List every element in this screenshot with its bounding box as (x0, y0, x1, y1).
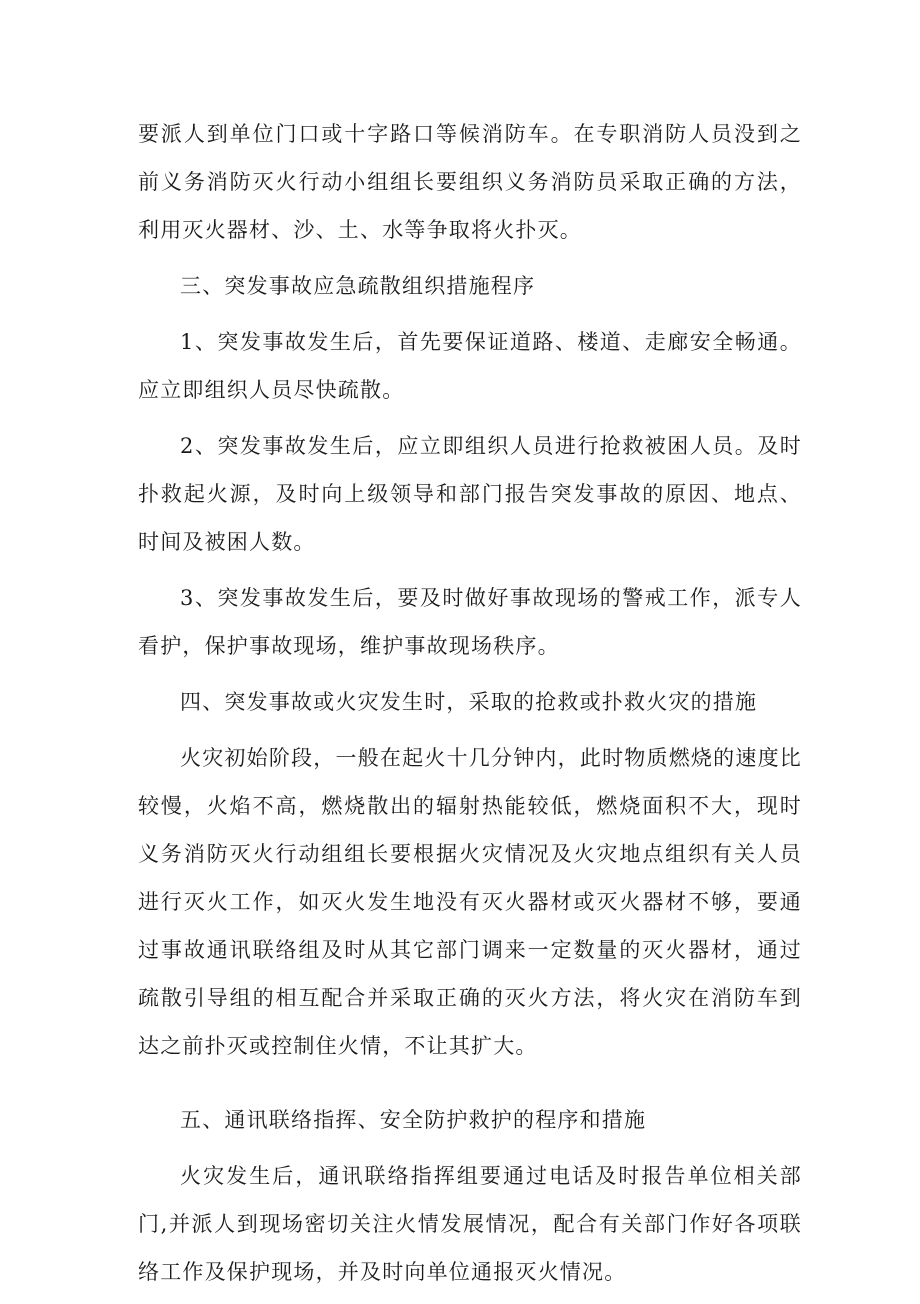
paragraph-communication: 火灾发生后，通讯联络指挥组要通过电话及时报告单位相关部门,并派人到现场密切关注火情发展情况，配合有关部门作好各项联络工作及保护现场，并及时向单位通报灭火情况。 (138, 1164, 802, 1284)
section-heading-four: 四、突发事故或火灾发生时，采取的抢救或扑救火灾的措施 (180, 690, 758, 714)
paragraph-continuation: 要派人到单位门口或十字路口等候消防车。在专职消防人员没到之前义务消防灭火行动小组组长要组织义务消防员采取正确的方法，利用灭火器材、沙、土、水等争取将火扑灭。 (138, 122, 802, 242)
section-heading-five: 五、通讯联络指挥、安全防护救护的程序和措施 (180, 1108, 647, 1132)
paragraph-item-2: 2、突发事故发生后，应立即组织人员进行抢救被困人员。及时扑救起火源，及时向上级领导和部门报告突发事故的原因、地点、时间及被困人数。 (138, 434, 802, 554)
paragraph-item-1: 1、突发事故发生后，首先要保证道路、楼道、走廊安全畅通。应立即组织人员尽快疏散。 (138, 330, 802, 402)
paragraph-initial-stage: 火灾初始阶段，一般在起火十几分钟内，此时物质燃烧的速度比较慢，火焰不高，燃烧散出的辐射热能较低，燃烧面积不大，现时义务消防灭火行动组组长要根据火灾情况及火灾地点组织有关人员进行灭火工作，如灭火发生地没有灭火器材或灭火器材不够，要通过事故通讯联络组及时从其它部门调来一定数量的灭火器材，通过疏散引导组的相互配合并采取正确的灭火方法，将火灾在消防车到达之前扑灭或控制住火情，不让其扩大。 (138, 746, 802, 1058)
paragraph-item-3: 3、突发事故发生后，要及时做好事故现场的警戒工作，派专人看护，保护事故现场，维护事故现场秩序。 (138, 586, 802, 658)
section-heading-three: 三、突发事故应急疏散组织措施程序 (180, 274, 536, 298)
document-body (138, 110, 802, 1304)
